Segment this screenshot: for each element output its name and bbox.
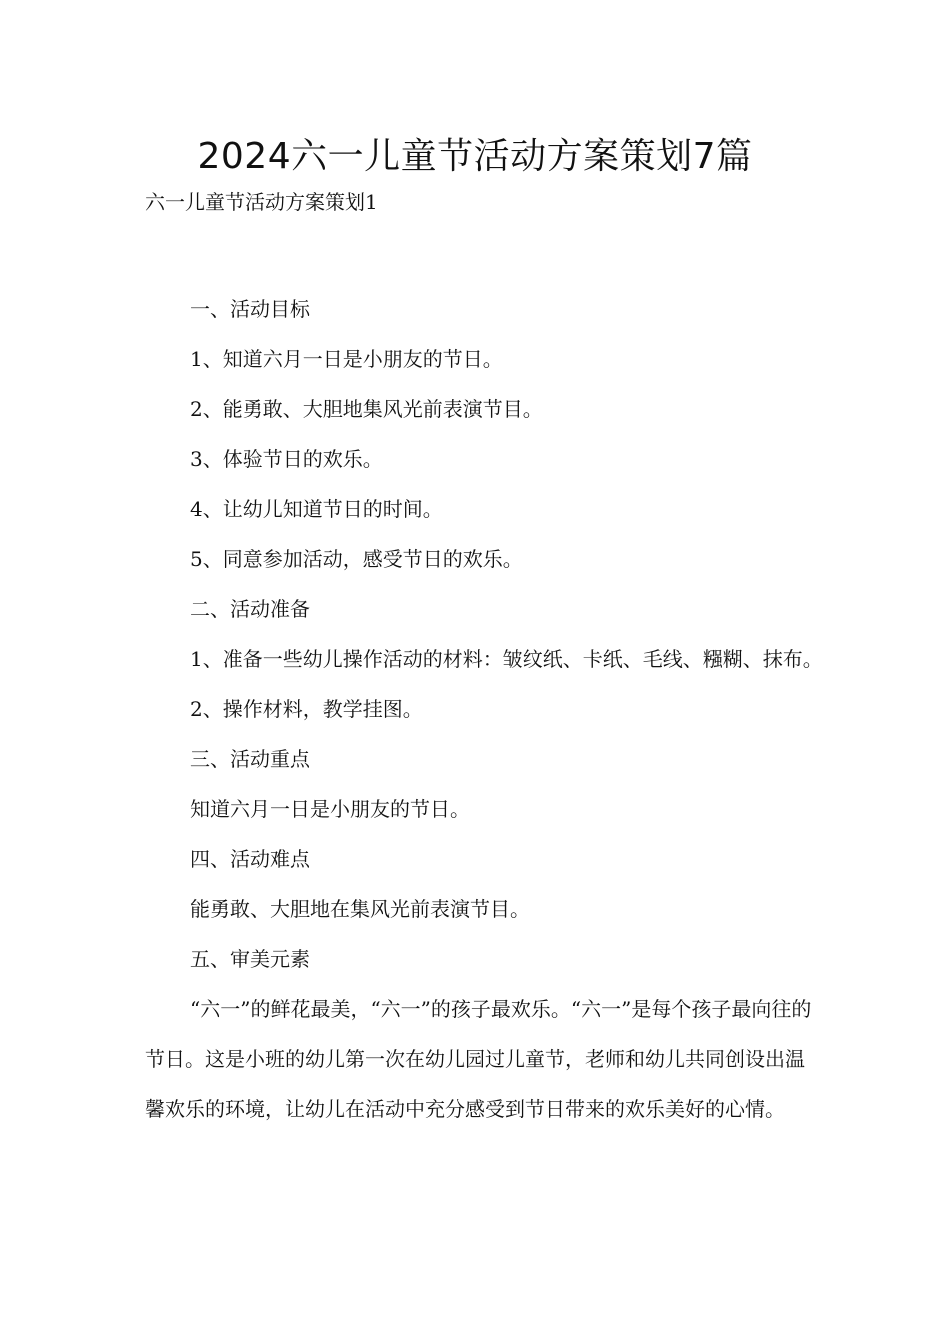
goal-item: 1、知道六月一日是小朋友的节日。 (190, 347, 503, 371)
preparation-item: 2、操作材料，教学挂图。 (190, 697, 423, 721)
section-heading-preparation: 二、活动准备 (190, 597, 310, 621)
goal-item: 2、能勇敢、大胆地集风光前表演节目。 (190, 397, 543, 421)
document-title: 2024六一儿童节活动方案策划7篇 (197, 136, 753, 177)
goal-item: 4、让幼儿知道节日的时间。 (190, 497, 443, 521)
section-heading-goals: 一、活动目标 (190, 297, 310, 321)
section-heading-difficulty: 四、活动难点 (190, 847, 310, 871)
section-heading-aesthetic: 五、审美元素 (190, 947, 310, 971)
preparation-item: 1、准备一些幼儿操作活动的材料：皱纹纸、卡纸、毛线、糨糊、抹布。 (190, 647, 823, 671)
goal-item: 5、同意参加活动，感受节日的欢乐。 (190, 547, 523, 571)
difficulty-text: 能勇敢、大胆地在集风光前表演节目。 (190, 897, 530, 921)
focus-text: 知道六月一日是小朋友的节日。 (190, 797, 470, 821)
document-subtitle: 六一儿童节活动方案策划1 (145, 190, 378, 214)
aesthetic-paragraph: “六一”的鲜花最美，“六一”的孩子最欢乐。“六一”是每个孩子最向往的节日。这是小班的幼儿第一次在幼儿园过儿童节，老师和幼儿共同创设出温馨欢乐的环境，让幼儿在活动中充分感受到节日带来的欢乐美好的心情。 (145, 997, 812, 1121)
document-body (145, 284, 835, 1134)
section-heading-focus: 三、活动重点 (190, 747, 310, 771)
goal-item: 3、体验节日的欢乐。 (190, 447, 383, 471)
